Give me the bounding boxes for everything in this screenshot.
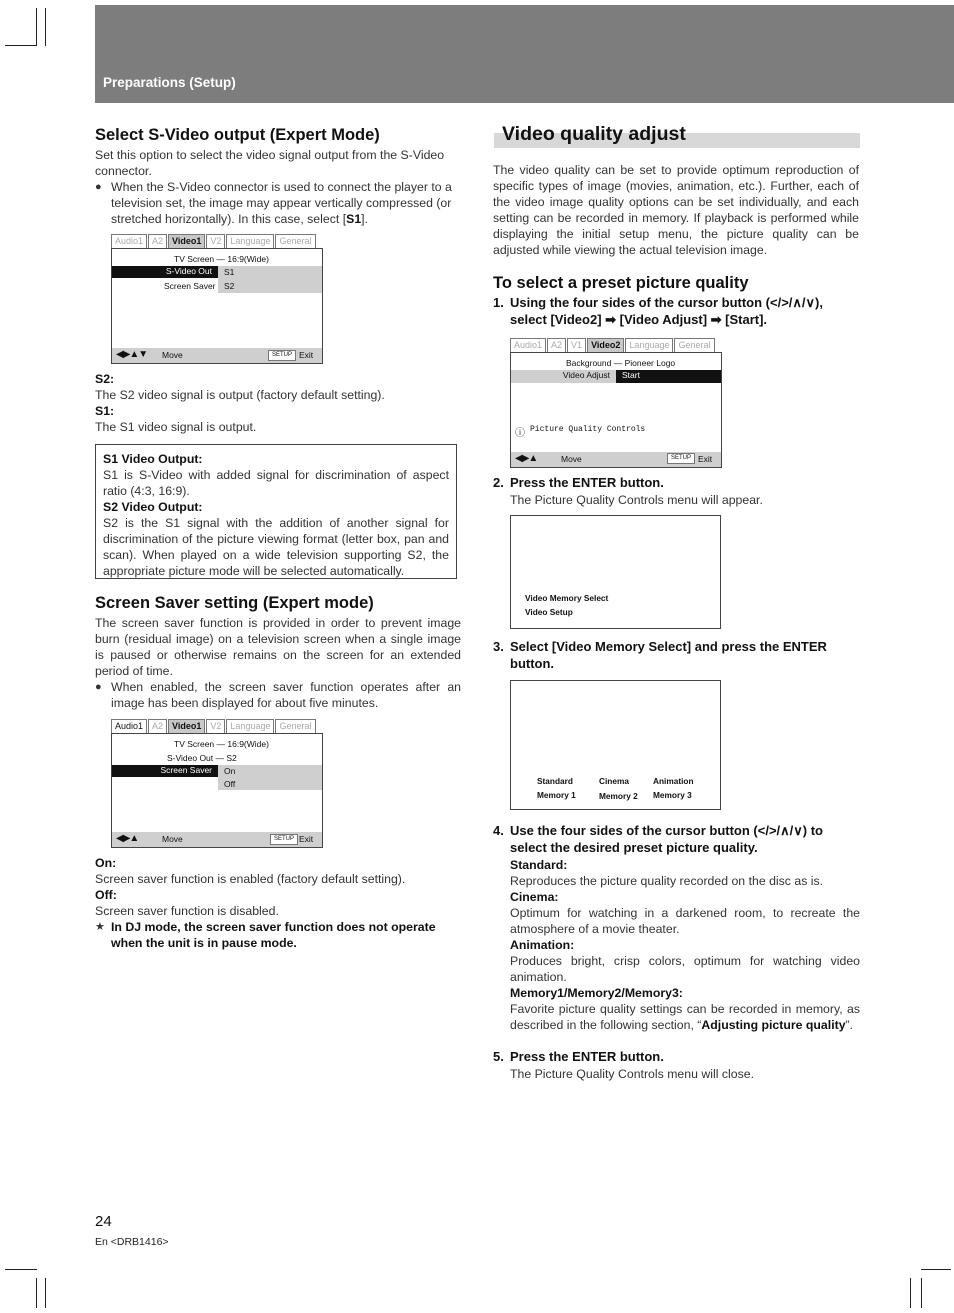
- note-box: [95, 444, 457, 579]
- preset-memory1: Memory 1: [537, 790, 576, 800]
- step2-number: 2.: [493, 475, 504, 490]
- menu-row-background: Background — Pioneer Logo: [566, 358, 676, 368]
- saver-intro: [95, 615, 461, 711]
- preset-standard: Standard: [537, 776, 573, 786]
- video-memory-menu: [510, 680, 721, 810]
- tab-a2: A2: [148, 719, 167, 733]
- crop-mark: [5, 1269, 37, 1270]
- video2-menu-tabs: [510, 338, 716, 352]
- svideo-title: Select S-Video output (Expert Mode): [95, 126, 380, 144]
- note-s2-title: S2 Video Output:: [103, 500, 203, 514]
- on-desc: Screen saver function is enabled (factory default setting).: [95, 872, 406, 886]
- svideo-menu: [111, 248, 323, 364]
- page-number: 24: [95, 1213, 112, 1230]
- tab-general: General: [674, 338, 714, 352]
- standard-label: Standard:: [510, 858, 568, 872]
- setup-button: SETUP: [270, 834, 298, 845]
- cursor-arrows-icon: ◀▶▲▼: [116, 349, 148, 360]
- svideo-bullet: [95, 179, 461, 227]
- crop-mark: [921, 1269, 951, 1270]
- crop-mark: [45, 1278, 46, 1308]
- menu-option-s2: S2: [224, 281, 235, 291]
- svideo-menu-tabs: [111, 234, 317, 248]
- menu-item-video-setup: Video Setup: [525, 607, 573, 617]
- step1-text: Using the four sides of the cursor button (</>/∧/∨), select [Video2] ➡ [Video Adjust] ➡ [Start].: [510, 295, 823, 327]
- bullet-text-end: ].: [361, 212, 369, 226]
- menu-row-video-adjust: Video Adjust: [511, 370, 616, 383]
- menu-footer: [112, 348, 322, 363]
- video-quality-title: Video quality adjust: [502, 123, 686, 145]
- setup-button: SETUP: [667, 453, 695, 464]
- tab-video2: Video2: [587, 338, 624, 352]
- memory-desc: [510, 1001, 860, 1033]
- menu-row-tvscreen: TV Screen — 16:9(Wide): [174, 739, 269, 749]
- dj-mode-note: In DJ mode, the screen saver function does not operate when the unit is in pause mode.: [111, 920, 436, 950]
- tab-a2: A2: [547, 338, 566, 352]
- menu-footer: [511, 452, 721, 467]
- menu-exit-label: Exit: [299, 350, 314, 360]
- setup-button: SETUP: [268, 350, 296, 361]
- bullet-bold: S1: [346, 212, 362, 226]
- cinema-label: Cinema:: [510, 890, 559, 904]
- bullet-text: When the S-Video connector is used to connect the player to a television set, the image may appear vertically compressed (or stretched horizontally). In this case, select [: [111, 180, 452, 226]
- step2-text: Press the ENTER button.: [510, 475, 664, 490]
- step5-desc: The Picture Quality Controls menu will close.: [510, 1067, 754, 1081]
- s1-desc: The S1 video signal is output.: [95, 420, 257, 434]
- crop-mark: [45, 8, 46, 46]
- preset-memory3: Memory 3: [653, 790, 692, 800]
- document-code: En <DRB1416>: [95, 1236, 169, 1248]
- crop-mark: [921, 1278, 922, 1308]
- tab-v2: V2: [206, 234, 225, 248]
- tab-language: Language: [226, 234, 274, 248]
- preset-memory2: Memory 2: [599, 791, 638, 801]
- picture-quality-menu: [510, 515, 721, 629]
- menu-row-screen-saver: Screen Saver: [112, 765, 218, 777]
- saver-menu-tabs: [111, 719, 317, 733]
- note-s1-text: S1 is S-Video with added signal for discrimination of aspect ratio (4:3, 16:9).: [103, 468, 449, 498]
- saver-title: Screen Saver setting (Expert mode): [95, 594, 374, 612]
- s1-label: S1:: [95, 404, 115, 418]
- note-s2-text: S2 is the S1 signal with the addition of another signal for discrimination of the picture viewing format (letter box, pan and scan). When played on a wide television supporting S2, the appropriate picture mode will be selected automatically.: [103, 516, 449, 578]
- menu-row-tvscreen: TV Screen — 16:9(Wide): [174, 254, 269, 264]
- tab-audio1: Audio1: [111, 234, 147, 248]
- tab-video1: Video1: [168, 719, 205, 733]
- cinema-desc: Optimum for watching in a darkened room, to recreate the atmosphere of a movie theater.: [510, 906, 860, 936]
- step5-number: 5.: [493, 1049, 504, 1064]
- on-label: On:: [95, 856, 117, 870]
- crop-mark: [910, 1278, 911, 1308]
- menu-option-start: Start: [616, 370, 721, 383]
- tab-audio1: Audio1: [111, 719, 147, 733]
- preset-subtitle: To select a preset picture quality: [493, 274, 749, 292]
- note-s1-title: S1 Video Output:: [103, 452, 203, 466]
- preset-descriptions: [510, 857, 860, 1033]
- tab-general: General: [275, 719, 315, 733]
- memory-label: Memory1/Memory2/Memory3:: [510, 986, 683, 1000]
- saver-bullet: ● When enabled, the screen saver function operates after an image has been displayed for about five minutes.: [95, 679, 461, 711]
- animation-desc: Produces bright, crisp colors, optimum for watching video animation.: [510, 954, 860, 984]
- menu-row-screen-saver: Screen Saver: [164, 281, 216, 291]
- info-icon: ⓘ: [515, 428, 525, 439]
- info-text: Picture Quality Controls: [530, 425, 646, 434]
- off-label: Off:: [95, 888, 117, 902]
- preset-animation: Animation: [653, 776, 694, 786]
- animation-label: Animation:: [510, 938, 575, 952]
- step2-desc: The Picture Quality Controls menu will appear.: [510, 493, 763, 507]
- svideo-intro-text: Set this option to select the video signal output from the S-Video connector.: [95, 148, 445, 178]
- memory-desc-link-text: Adjusting picture quality: [701, 1018, 846, 1032]
- svideo-intro: [95, 147, 461, 227]
- menu-row-svideo-out: S-Video Out — S2: [167, 753, 237, 763]
- preset-cinema: Cinema: [599, 776, 629, 786]
- saver-options: [95, 855, 461, 951]
- step5-text: Press the ENTER button.: [510, 1049, 664, 1064]
- menu-exit-label: Exit: [698, 454, 713, 464]
- crop-mark: [5, 45, 37, 46]
- tab-general: General: [275, 234, 315, 248]
- tab-video1: Video1: [168, 234, 205, 248]
- step4-text: Use the four sides of the cursor button (</>/∧/∨) to select the desired preset picture quality.: [510, 823, 823, 855]
- section-label: Preparations (Setup): [103, 75, 236, 90]
- standard-desc: Reproduces the picture quality recorded on the disc as is.: [510, 874, 824, 888]
- s2-desc: The S2 video signal is output (factory default setting).: [95, 388, 385, 402]
- menu-row-svideo-out: S-Video Out: [112, 266, 218, 278]
- step3-number: 3.: [493, 639, 504, 654]
- crop-mark: [36, 1278, 37, 1308]
- menu-footer: [112, 832, 322, 847]
- menu-move-label: Move: [561, 454, 582, 464]
- tab-audio1: Audio1: [510, 338, 546, 352]
- saver-menu: [111, 733, 323, 848]
- menu-item-video-memory-select: Video Memory Select: [525, 593, 609, 603]
- menu-move-label: Move: [162, 350, 183, 360]
- tab-v1: V1: [567, 338, 586, 352]
- step3-text: Select [Video Memory Select] and press the ENTER button.: [510, 639, 827, 671]
- menu-exit-label: Exit: [299, 834, 314, 844]
- s2-label: S2:: [95, 372, 115, 386]
- tab-language: Language: [625, 338, 673, 352]
- step4-number: 4.: [493, 823, 504, 838]
- menu-option-s1: S1: [224, 267, 235, 277]
- tab-v2: V2: [206, 719, 225, 733]
- tab-a2: A2: [148, 234, 167, 248]
- menu-option-off: Off: [224, 779, 236, 789]
- memory-desc-text: Favorite picture quality settings can be recorded in memory, as described in the following section, “: [510, 1002, 860, 1032]
- menu-option-on: On: [224, 766, 236, 776]
- memory-desc-end: ”.: [845, 1018, 854, 1032]
- off-desc: Screen saver function is disabled.: [95, 904, 279, 918]
- cursor-arrows-icon: ◀▶▲: [515, 453, 538, 464]
- crop-mark: [36, 8, 37, 46]
- video2-menu: [510, 352, 722, 468]
- saver-intro-text: The screen saver function is provided in order to prevent image burn (residual image) on a television screen when a single image is paused or otherwise remains on the screen for an extended period of time.: [95, 616, 461, 678]
- vq-intro: The video quality can be set to provide optimum reproduction of specific types of image (movies, animation, etc.). Further, each of the video image quality options can be set individually, and each setting can be recorded in memory. If playback is performed while displaying the initial setup menu, the picture quality can be adjusted while viewing the actual television image.: [493, 163, 859, 257]
- step1-number: 1.: [493, 295, 504, 310]
- menu-move-label: Move: [162, 834, 183, 844]
- cursor-arrows-icon: ◀▶▲: [116, 833, 139, 844]
- tab-language: Language: [226, 719, 274, 733]
- svideo-options: [95, 371, 461, 435]
